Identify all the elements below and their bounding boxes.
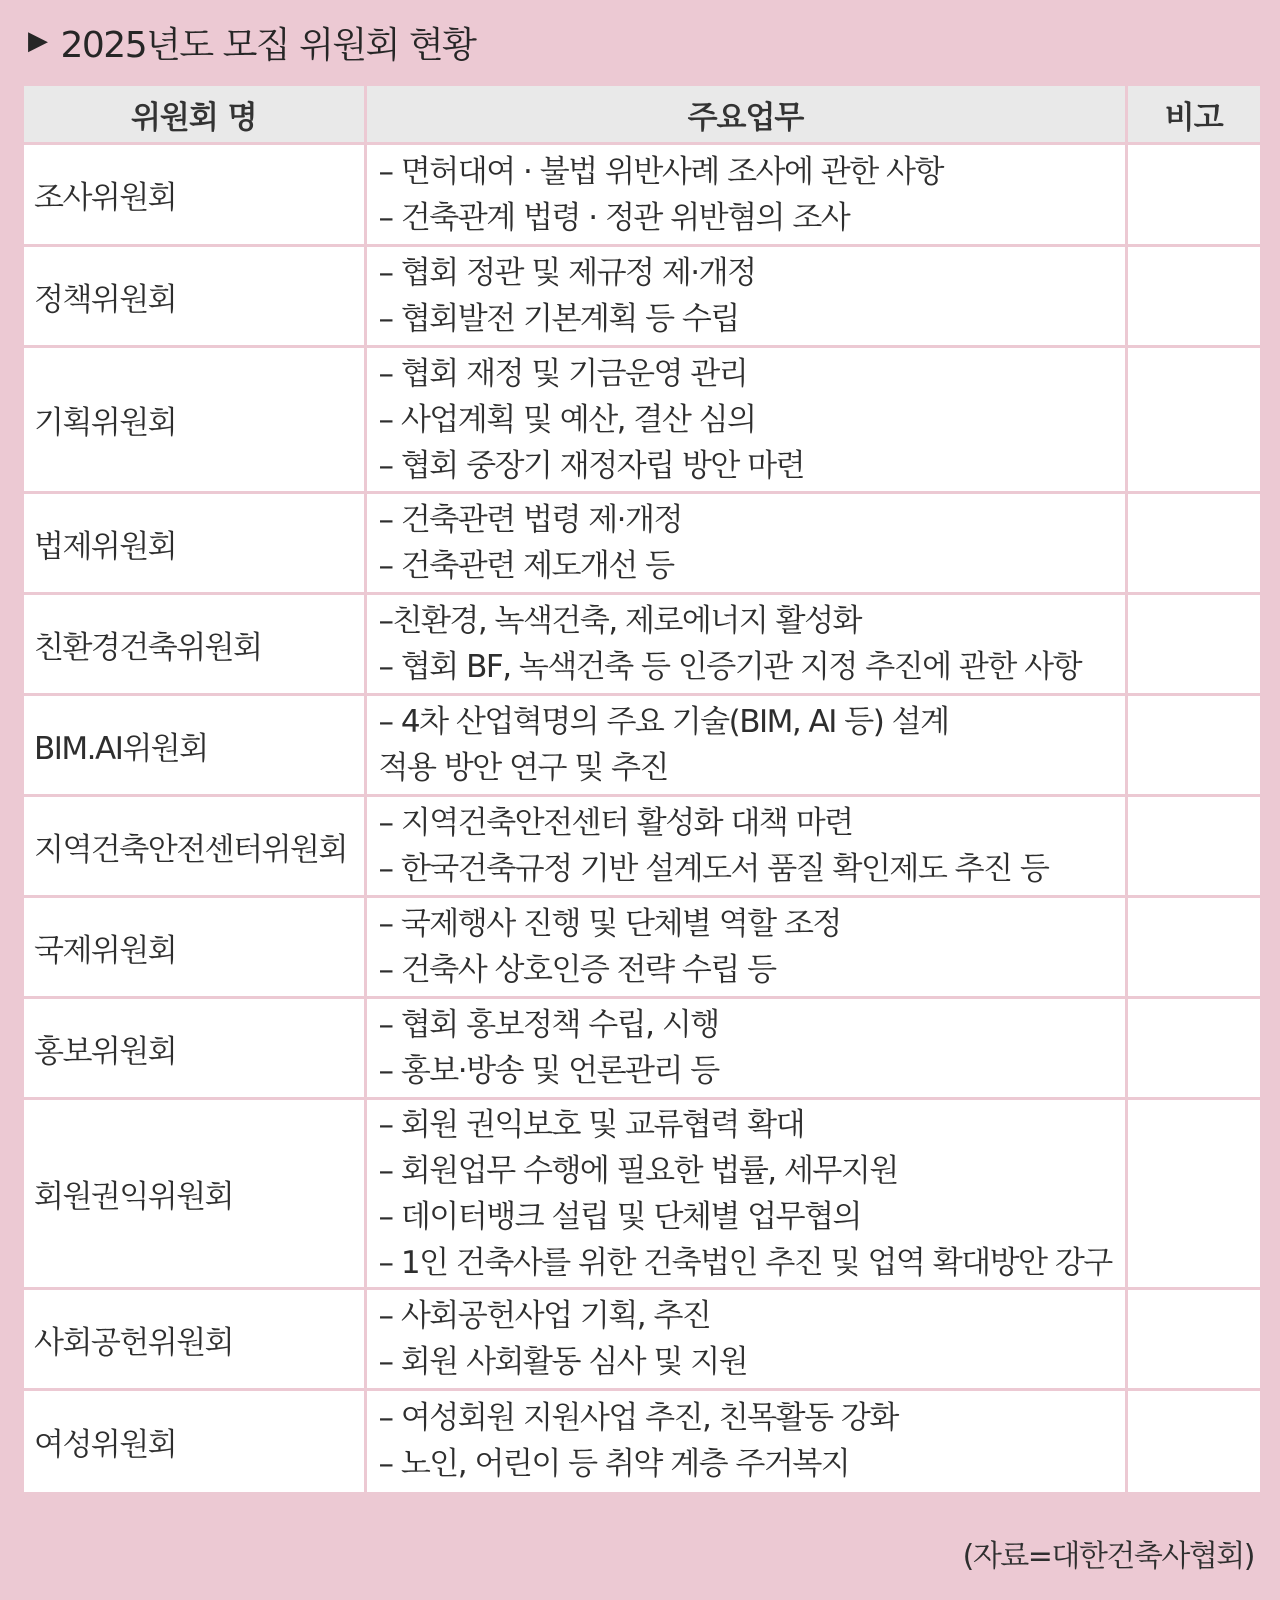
- duty-line: – 사업계획 및 예산, 결산 심의: [378, 401, 756, 438]
- table-row: [24, 347, 1260, 493]
- duty-line: – 건축관계 법령 · 정관 위반혐의 조사: [378, 199, 850, 236]
- duties-cell: [365, 1289, 1126, 1390]
- remarks-cell: [1126, 1289, 1260, 1390]
- committee-name-cell: 회원권익위원회: [24, 1099, 365, 1289]
- source-note: (자료=대한건축사협회): [962, 1539, 1254, 1574]
- duty-line: – 회원 권익보호 및 교류협력 확대: [378, 1106, 805, 1143]
- duties-cell: [365, 493, 1126, 594]
- duty-line: – 협회 BF, 녹색건축 등 인증기관 지정 추진에 관한 사항: [378, 649, 1082, 685]
- duty-line: – 면허대여 · 불법 위반사례 조사에 관한 사항: [378, 153, 943, 190]
- duty-line: 적용 방안 연구 및 추진: [378, 750, 668, 786]
- duties-cell: [365, 796, 1126, 897]
- remarks-cell: [1126, 695, 1260, 796]
- table-row: [24, 493, 1260, 594]
- committee-name-cell: 정책위원회: [24, 246, 365, 347]
- duty-line: – 협회 정관 및 제규정 제·개정: [378, 255, 756, 291]
- duties-cell: [365, 347, 1126, 493]
- duty-line: – 국제행사 진행 및 단체별 역할 조정: [378, 906, 841, 942]
- duties-cell: [365, 144, 1126, 246]
- committee-name-cell: 법제위원회: [24, 493, 365, 594]
- table-row: [24, 1289, 1260, 1390]
- remarks-cell: [1126, 246, 1260, 347]
- table-row: [24, 897, 1260, 998]
- duties-cell: [365, 246, 1126, 347]
- table-row: [24, 594, 1260, 695]
- duty-line: – 협회발전 기본계획 등 수립: [378, 301, 739, 337]
- committee-table: [24, 86, 1260, 1492]
- duty-line: – 1인 건축사를 위한 건축법인 추진 및 업역 확대방안 강구: [378, 1244, 1112, 1281]
- triangle-bullet-icon: ▶: [28, 26, 47, 56]
- duties-cell: [365, 594, 1126, 695]
- table-row: [24, 695, 1260, 796]
- table-body: [24, 144, 1260, 1492]
- duty-line: – 사회공헌사업 기획, 추진: [378, 1298, 711, 1334]
- table-caption: [28, 14, 475, 70]
- committee-name-cell: 조사위원회: [24, 144, 365, 246]
- duty-line: – 협회 홍보정책 수립, 시행: [378, 1007, 719, 1043]
- duty-line: – 협회 중장기 재정자립 방안 마련: [378, 447, 805, 484]
- remarks-cell: [1126, 1390, 1260, 1492]
- table-row: [24, 998, 1260, 1099]
- duty-line: – 건축관련 법령 제·개정: [378, 502, 682, 538]
- duties-cell: [365, 1099, 1126, 1289]
- committee-name-cell: BIM.AI위원회: [24, 695, 365, 796]
- duty-line: – 지역건축안전센터 활성화 대책 마련: [378, 805, 853, 841]
- committee-name-cell: 기획위원회: [24, 347, 365, 493]
- committee-name-cell: 홍보위원회: [24, 998, 365, 1099]
- duty-line: – 회원업무 수행에 필요한 법률, 세무지원: [378, 1152, 898, 1189]
- remarks-cell: [1126, 493, 1260, 594]
- duty-line: – 노인, 어린이 등 취약 계층 주거복지: [378, 1446, 850, 1483]
- duty-line: – 건축사 상호인증 전략 수립 등: [378, 952, 776, 988]
- duty-line: – 4차 산업혁명의 주요 기술(BIM, AI 등) 설계: [378, 704, 949, 740]
- duties-cell: [365, 998, 1126, 1099]
- committee-name-cell: 지역건축안전센터위원회: [24, 796, 365, 897]
- committee-name-cell: 여성위원회: [24, 1390, 365, 1492]
- duties-cell: [365, 695, 1126, 796]
- remarks-cell: [1126, 998, 1260, 1099]
- committee-name-cell: 친환경건축위원회: [24, 594, 365, 695]
- duty-line: – 회원 사회활동 심사 및 지원: [378, 1344, 748, 1380]
- table-header-row: [24, 86, 1260, 144]
- remarks-cell: [1126, 1099, 1260, 1289]
- duty-line: – 한국건축규정 기반 설계도서 품질 확인제도 추진 등: [378, 851, 1049, 887]
- remarks-cell: [1126, 796, 1260, 897]
- duties-cell: [365, 897, 1126, 998]
- duty-line: – 데이터뱅크 설립 및 단체별 업무협의: [378, 1198, 861, 1235]
- table-row: [24, 1390, 1260, 1492]
- table-row: [24, 246, 1260, 347]
- header-committee-name: 위원회 명: [24, 86, 365, 144]
- remarks-cell: [1126, 144, 1260, 246]
- duty-line: – 건축관련 제도개선 등: [378, 548, 674, 584]
- table-row: [24, 1099, 1260, 1289]
- caption-title: 2025년도 모집 위원회 현황: [60, 24, 476, 66]
- duties-cell: [365, 1390, 1126, 1492]
- remarks-cell: [1126, 594, 1260, 695]
- table-row: [24, 796, 1260, 897]
- remarks-cell: [1126, 897, 1260, 998]
- header-main-duties: 주요업무: [365, 86, 1126, 144]
- duty-line: – 여성회원 지원사업 추진, 친목활동 강화: [378, 1400, 898, 1437]
- remarks-cell: [1126, 347, 1260, 493]
- committee-name-cell: 사회공헌위원회: [24, 1289, 365, 1390]
- duty-line: – 홍보·방송 및 언론관리 등: [378, 1053, 719, 1089]
- duty-line: –친환경, 녹색건축, 제로에너지 활성화: [378, 603, 861, 639]
- table-row: [24, 144, 1260, 246]
- header-remarks: 비고: [1126, 86, 1260, 144]
- committee-name-cell: 국제위원회: [24, 897, 365, 998]
- duty-line: – 협회 재정 및 기금운영 관리: [378, 355, 748, 392]
